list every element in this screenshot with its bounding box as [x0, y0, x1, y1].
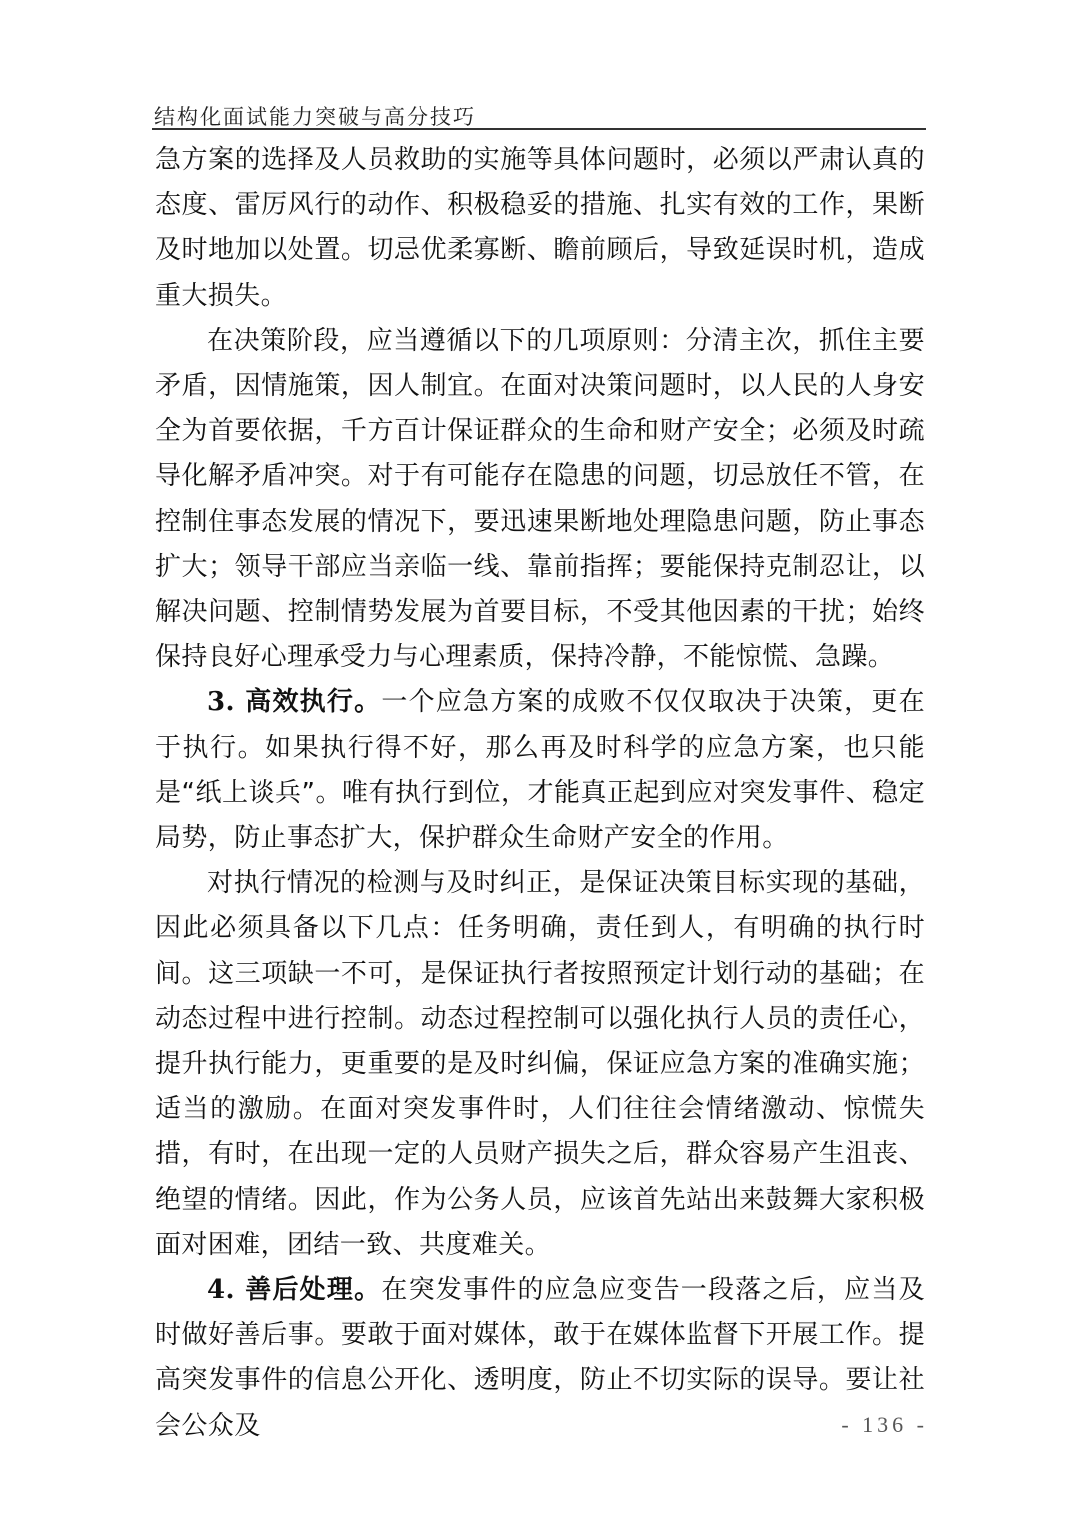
body-text — [155, 138, 925, 1449]
paragraph-text: 在突发事件的应急应变告一段落之后，应当及时做好善后事。要敢于面对媒体，敢于在媒体监督下开展工作。提高突发事件的信息公开化、透明度，防止不切实际的误导。要让社会公众及 — [155, 1275, 925, 1441]
paragraph-text: 一个应急方案的成败不仅仅取决于决策，更在于执行。如果执行得不好，那么再及时科学的应急方案，也只能是“纸上谈兵”。唯有执行到位，才能真正起到应对突发事件、稳定局势，防止事态扩大，保护群众生命财产安全的作用。 — [155, 687, 925, 854]
section-heading-efficient-execution: 3. 高效执行。 — [207, 687, 382, 718]
paragraph-text: 在决策阶段，应当遵循以下的几项原则：分清主次，抓住主要矛盾，因情施策，因人制宜。在面对决策问题时，以人民的人身安全为首要依据，千方百计保证群众的生命和财产安全；必须及时疏导化解矛盾冲突。对于有可能存在隐患的问题，切忌放任不管，在控制住事态发展的情况下，要迅速果断地处理隐患问题，防止事态扩大；领导干部应当亲临一线、靠前指挥；要能保持克制忍让，以解决问题、控制情势发展为首要目标，不受其他因素的干扰；始终保持良好心理承受力与心理素质，保持冷静，不能惊慌、急躁。 — [155, 325, 925, 673]
running-header: 结构化面试能力突破与高分技巧 — [154, 105, 476, 129]
page-number: - 136 - — [841, 1412, 928, 1437]
section-heading-aftermath-handling: 4. 善后处理。 — [207, 1275, 382, 1306]
paragraph-2 — [155, 319, 925, 681]
paragraph-3 — [155, 680, 925, 861]
paragraph-text: 对执行情况的检测与及时纠正，是保证决策目标实现的基础，因此必须具备以下几点：任务明确，责任到人，有明确的执行时间。这三项缺一不可，是保证执行者按照预定计划行动的基础；在动态过程中进行控制。动态过程控制可以强化执行人员的责任心，提升执行能力，更重要的是及时纠偏，保证应急方案的准确实施；适当的激励。在面对突发事件时，人们往往会情绪激动、惊慌失措，有时，在出现一定的人员财产损失之后，群众容易产生沮丧、绝望的情绪。因此，作为公务人员，应该首先站出来鼓舞大家积极面对困难，团结一致、共度难关。 — [155, 868, 925, 1260]
paragraph-1 — [155, 138, 925, 319]
header-rule — [152, 128, 926, 130]
paragraph-5 — [155, 1268, 925, 1449]
paragraph-text: 急方案的选择及人员救助的实施等具体问题时，必须以严肃认真的态度、雷厉风行的动作、积极稳妥的措施、扎实有效的工作，果断及时地加以处置。切忌优柔寡断、瞻前顾后，导致延误时机，造成重大损失。 — [155, 145, 925, 311]
paragraph-4 — [155, 861, 925, 1268]
